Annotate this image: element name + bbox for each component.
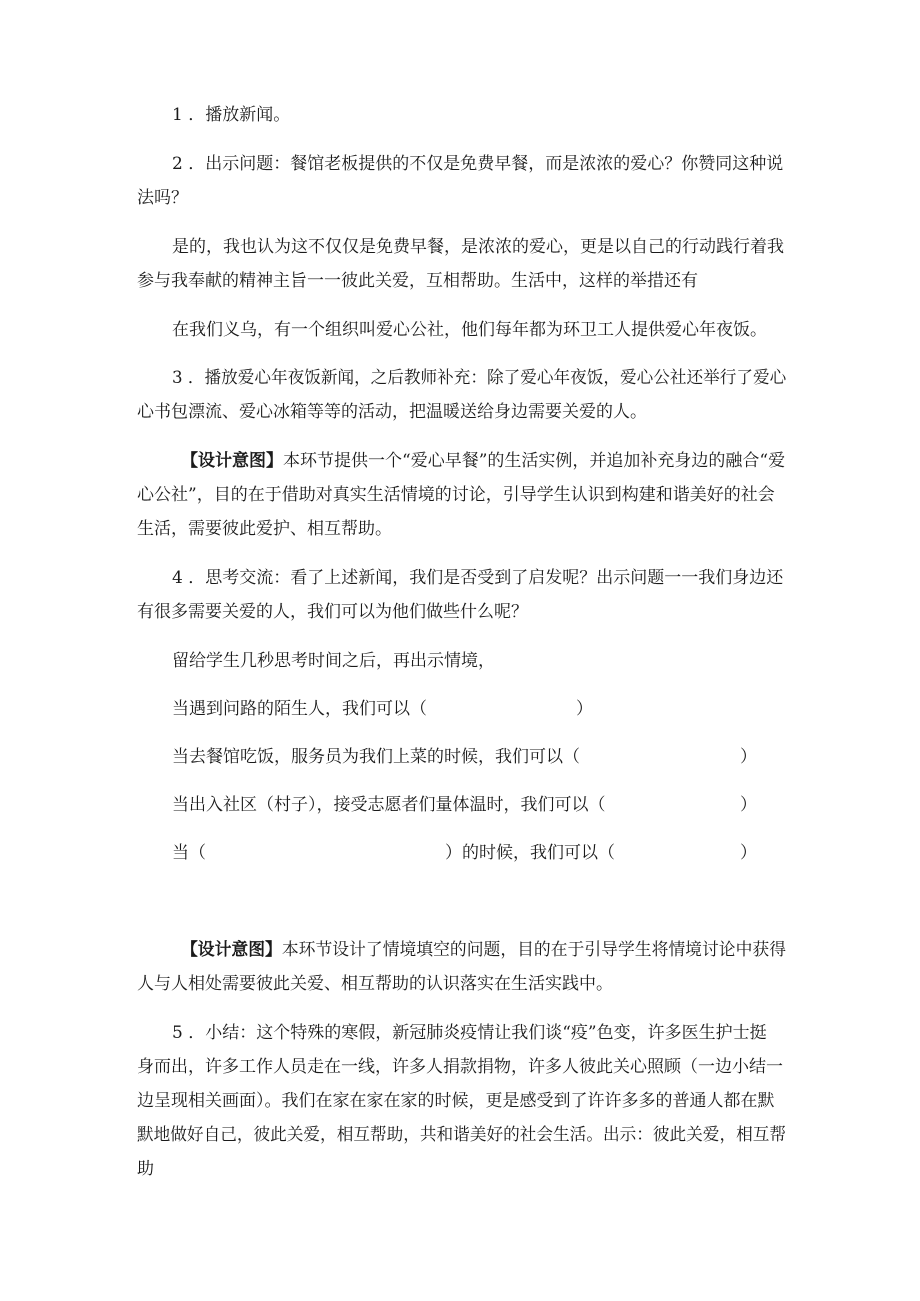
blank-4-open: 当（	[172, 843, 206, 863]
blank-2-text: 当去餐馆吃饭，服务员为我们上菜的时候，我们可以（	[172, 747, 580, 767]
blank-1-text: 当遇到问路的陌生人，我们可以（	[172, 699, 427, 719]
blank-4-close: ）	[740, 843, 757, 863]
design-intent-2-text: 本环节设计了情境填空的问题，目的在于引导学生将情境讨论中获得	[281, 940, 787, 960]
item-4-line-1: 4 ．思考交流：看了上述新闻，我们是否受到了启发呢？出示问题一一我们身边还	[172, 568, 784, 588]
design-intent-1-line-2: 心公社”，目的在于借助对真实生活情境的讨论，引导学生认识到构建和谐美好的社会	[137, 485, 775, 505]
item-3-line-1: 3 ．播放爱心年夜饭新闻，之后教师补充：除了爱心年夜饭，爱心公社还举行了爱心	[172, 368, 787, 388]
item-2-line-1: 2 ．出示问题：餐馆老板提供的不仅是免费早餐，而是浓浓的爱心？你赞同这种说	[172, 154, 784, 174]
blank-2-close: ）	[740, 747, 757, 767]
paragraph-1-line-1: 是的，我也认为这不仅仅是免费早餐，是浓浓的爱心，更是以自己的行动践行着我	[172, 237, 784, 257]
blank-1-close: ）	[576, 699, 593, 719]
paragraph-2: 在我们义乌，有一个组织叫爱心公社，他们每年都为环卫工人提供爱心年夜饭。	[172, 320, 767, 340]
paragraph-1-line-2: 参与我奉献的精神主旨一一彼此关爱，互相帮助。生活中，这样的举措还有	[137, 271, 698, 291]
design-intent-1-line-1	[181, 450, 785, 472]
paragraph-3: 留给学生几秒思考时间之后，再出示情境，	[172, 651, 495, 671]
design-intent-1-line-3: 生活，需要彼此爱护、相互帮助。	[137, 519, 392, 539]
item-4-line-2: 有很多需要关爱的人，我们可以为他们做些什么呢？	[137, 602, 528, 622]
blank-4-middle: ）的时候，我们可以（	[445, 843, 615, 863]
item-3-line-2: 心书包漂流、爱心冰箱等等的活动，把温暖送给身边需要关爱的人。	[137, 402, 647, 422]
design-intent-2-line-2: 人与人相处需要彼此关爱、相互帮助的认识落实在生活实践中。	[137, 974, 613, 994]
design-intent-1-text: 本环节提供一个“爱心早餐”的生活实例，并追加补充身边的融合“爱	[283, 451, 786, 471]
item-5-line-4: 默地做好自己，彼此关爱，相互帮助，共和谐美好的社会生活。出示：彼此关爱，相互帮	[137, 1125, 787, 1145]
design-intent-label: 【设计意图】	[181, 940, 282, 960]
item-5-line-3: 边呈现相关画面）。我们在家在家在家的时候，更是感受到了许许多多的普通人都在默	[137, 1091, 775, 1111]
design-intent-2-line-1	[181, 939, 786, 961]
item-2-line-2: 法吗？	[137, 188, 188, 208]
item-5-line-5: 助	[137, 1159, 154, 1179]
blank-3-text: 当出入社区（村子），接受志愿者们量体温时，我们可以（	[172, 795, 606, 815]
blank-3-close: ）	[740, 795, 757, 815]
item-5-line-2: 身而出，许多工作人员走在一线，许多人捐款捐物，许多人彼此关心照顾（一边小结一	[137, 1057, 783, 1077]
item-5-line-1: 5 ．小结：这个特殊的寒假，新冠肺炎疫情让我们谈“疫”色变，许多医生护士挺	[172, 1023, 767, 1043]
item-1: 1 ．播放新闻。	[172, 105, 291, 125]
design-intent-label: 【设计意图】	[181, 451, 283, 471]
